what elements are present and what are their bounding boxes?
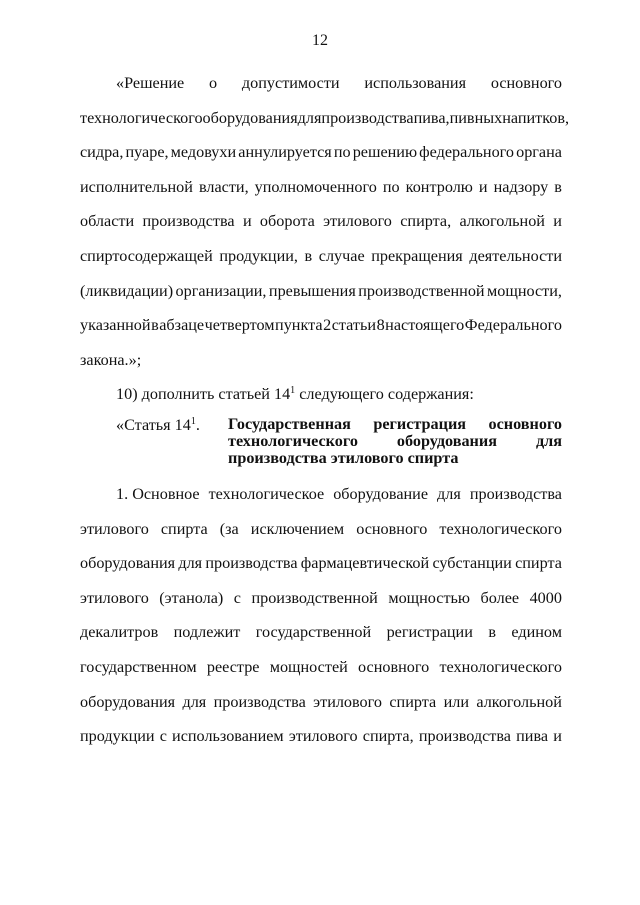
word: производственной (251, 588, 378, 607)
word: федерального (419, 143, 515, 162)
word: этилового (80, 519, 149, 538)
word: для (437, 484, 461, 503)
word: 2 (323, 316, 332, 335)
word: технологического (80, 108, 203, 127)
word: пивных (449, 108, 503, 127)
word: с (233, 588, 241, 607)
word: спиртосодержащей (80, 246, 213, 265)
word: оборота (259, 212, 315, 231)
word: четвертом (204, 316, 275, 335)
word: производственной (358, 281, 485, 300)
word: оборудования (202, 108, 298, 127)
text-line (80, 477, 562, 512)
text-line (80, 650, 562, 685)
word: подлежит (173, 623, 241, 642)
word: органа (516, 143, 562, 162)
word: спирта, (400, 212, 452, 231)
word: использованием (172, 727, 284, 746)
word: едином (511, 623, 562, 642)
word: деятельности (469, 246, 562, 265)
word: или (443, 692, 469, 711)
article-title (228, 416, 562, 467)
word: мощностью (388, 588, 471, 607)
word: (за (219, 519, 239, 538)
text-line (80, 512, 562, 547)
word: пива, (413, 108, 450, 127)
word: производства (469, 484, 562, 503)
word: технологическое (208, 484, 325, 503)
word: абзаце (159, 316, 205, 335)
word: использования (364, 74, 467, 92)
word: закона.»; (80, 350, 142, 369)
word: власти, (198, 177, 249, 196)
word: для (297, 108, 322, 127)
word: государственной (255, 623, 372, 642)
word: настоящего (385, 316, 465, 335)
word: указанной (80, 316, 151, 335)
word: производства (321, 108, 414, 127)
text-line (80, 343, 562, 378)
word: оборудования (80, 692, 176, 711)
word: допустимости (241, 74, 340, 92)
word: регистрации (386, 623, 473, 642)
document-body (80, 66, 570, 754)
word: пункта (275, 316, 323, 335)
word: исполнительной (80, 177, 193, 196)
word: контролю (405, 177, 473, 196)
word: этилового (80, 588, 149, 607)
word: производства этилового спирта (228, 448, 459, 467)
word: регистрация (373, 414, 467, 433)
word: в (554, 177, 562, 196)
word: 1. Основное (116, 484, 200, 503)
word: Федерального (464, 316, 562, 335)
word: с (159, 727, 167, 746)
word: технологического (439, 519, 562, 538)
word: декалитров (80, 623, 159, 642)
item-10-text: 10) дополнить статьей $14^1$ следующего содержания: (116, 385, 474, 404)
article-title-line (228, 416, 562, 433)
word: технологического (228, 431, 358, 450)
word: напитков, (502, 108, 570, 127)
word: и (553, 212, 562, 231)
word: для (535, 431, 562, 450)
word: и (478, 177, 488, 196)
word: основного (356, 519, 428, 538)
word: аннулируется (238, 143, 332, 162)
word: 8 (376, 316, 385, 335)
word: продукции, (219, 246, 298, 265)
word: случае (318, 246, 365, 265)
word: этилового (288, 727, 358, 746)
word: (этанола) (159, 588, 224, 607)
word: основного (490, 74, 562, 92)
word: и (242, 212, 252, 231)
word: «Решение (116, 74, 185, 92)
word: и (553, 727, 562, 746)
word: пива (516, 727, 549, 746)
word: государственном (80, 657, 197, 676)
word: области (80, 212, 135, 231)
word: этилового (313, 692, 382, 711)
word: по (333, 143, 351, 162)
word: для (178, 554, 203, 573)
word: медовухи (170, 143, 237, 162)
text-line (80, 66, 562, 101)
paragraph-decision-annulment (80, 66, 570, 377)
text-line (80, 135, 562, 170)
word: для (182, 692, 207, 711)
word: по (382, 177, 400, 196)
word: алкогольной (459, 212, 545, 231)
word: спирта (389, 692, 437, 711)
word: спирта (515, 554, 562, 573)
word: производства (418, 727, 511, 746)
word: основного (488, 414, 562, 433)
word: производства (142, 212, 235, 231)
article-title-line (228, 433, 562, 450)
word: фармацевтической (300, 554, 430, 573)
text-line (80, 274, 562, 309)
word: спирта, (362, 727, 414, 746)
word: о (209, 74, 218, 92)
text-line (80, 170, 562, 205)
text-line (80, 101, 570, 136)
word: основного (358, 657, 430, 676)
text-line (80, 546, 562, 581)
text-line (80, 239, 562, 274)
word: прекращения (371, 246, 463, 265)
word: пуаре, (125, 143, 169, 162)
word: надзору (493, 177, 549, 196)
text-line (80, 581, 562, 616)
word: производства (213, 692, 306, 711)
item-10-line (80, 377, 562, 412)
word: в (488, 623, 496, 642)
word: 4000 (529, 588, 562, 607)
word: алкогольной (476, 692, 562, 711)
article-heading (80, 416, 562, 467)
article-title-line (228, 450, 562, 467)
word: технологического (439, 657, 562, 676)
text-line (80, 615, 562, 650)
word: оборудование (333, 484, 429, 503)
word: в (304, 246, 313, 265)
word: статьи (331, 316, 377, 335)
word: спирта (160, 519, 208, 538)
word: в (151, 316, 159, 335)
text-line (80, 685, 562, 720)
word: исключением (250, 519, 345, 538)
word: мощности, (487, 281, 562, 300)
word: оборудования (80, 554, 176, 573)
word: Государственная (228, 414, 351, 433)
word: решению (352, 143, 418, 162)
word: сидра, (80, 143, 124, 162)
text-line (80, 308, 562, 343)
paragraph-registration (80, 477, 562, 754)
text-line (80, 719, 562, 754)
word: уполномоченного (254, 177, 377, 196)
word: производства (205, 554, 298, 573)
word: превышения (268, 281, 356, 300)
article-label: «Статья $14^1$. (116, 415, 200, 434)
page-number: 12 (312, 32, 328, 49)
text-line (80, 204, 562, 239)
word: (ликвидации) (80, 281, 174, 300)
word: реестре (206, 657, 260, 676)
word: продукции (80, 727, 155, 746)
word: более (480, 588, 520, 607)
word: этилового (323, 212, 392, 231)
word: организации, (175, 281, 267, 300)
word: субстанции (432, 554, 512, 573)
word: оборудования (396, 431, 497, 450)
word: мощностей (269, 657, 348, 676)
